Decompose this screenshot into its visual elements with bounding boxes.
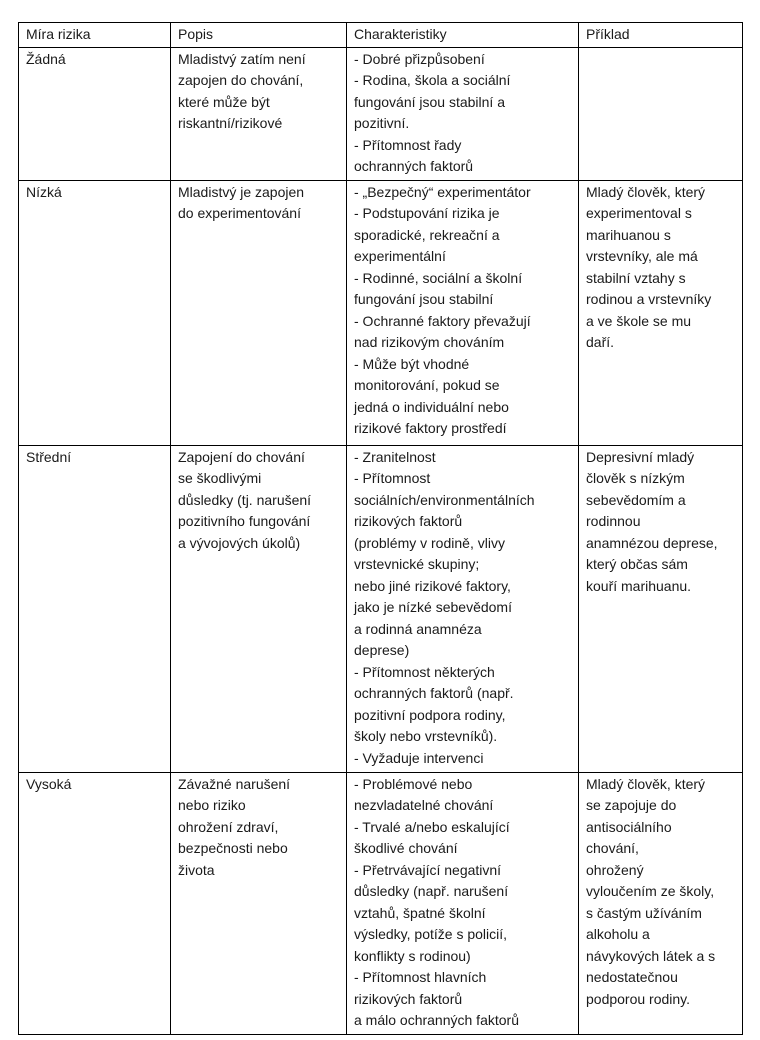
characteristics-cell (347, 772, 579, 1034)
cell-text-line: - Přetrvávající negativní (354, 861, 502, 878)
header-example: Příklad (579, 23, 743, 48)
cell-text-line: - Rodinné, sociální a školní (354, 269, 523, 286)
cell-text-line: (problémy v rodině, vlivy (354, 534, 505, 551)
cell-text-line: vrstevnické skupiny; (354, 556, 480, 572)
cell-text-line: - Trvalé a/nebo eskalující (354, 818, 510, 835)
table-row (19, 445, 743, 772)
description-cell (171, 445, 347, 772)
cell-text-line: - Vyžaduje intervenci (354, 749, 484, 766)
risk-level-table (18, 22, 743, 1035)
cell-text-line: nebo jiné rizikové faktory, (354, 577, 511, 594)
cell-text-line: - Přítomnost některých (354, 663, 495, 680)
cell-text-line: bezpečnosti nebo (178, 840, 288, 856)
cell-text-line: pozitivního fungování (178, 513, 311, 529)
cell-text-line: daří. (586, 334, 615, 350)
cell-text-line: Mladý člověk, který (586, 183, 706, 200)
table-row (19, 180, 743, 445)
cell-text-line: jako je nízké sebevědomí (354, 599, 512, 615)
cell-text-line: rodinou a vrstevníky (586, 291, 712, 307)
cell-text-line: chování, (586, 840, 639, 856)
cell-text-line: fungování jsou stabilní (354, 291, 494, 307)
cell-text-line: antisociálního (586, 818, 672, 835)
cell-text-line: ochranných faktorů (354, 158, 474, 174)
cell-text-line: konflikty s rodinou) (354, 947, 471, 964)
cell-text-line: se škodlivými (178, 470, 262, 486)
cell-text-line: a rodinná anamnéza (354, 620, 482, 637)
cell-text-line: Žádná (26, 50, 66, 67)
cell-text-line: riskantní/rizikové (178, 115, 283, 131)
cell-text-line: podporou rodiny. (586, 990, 691, 1007)
cell-text-line: důsledky (např. narušení (354, 883, 509, 899)
example-cell (579, 180, 743, 445)
description-cell (171, 47, 347, 180)
cell-text-line: Depresivní mladý (586, 448, 695, 465)
cell-text-line: Zapojení do chování (178, 448, 305, 465)
cell-text-line: které může být (178, 93, 270, 110)
cell-text-line: rizikových faktorů (354, 513, 463, 529)
cell-text-line: s častým užíváním (586, 904, 702, 921)
table-row (19, 772, 743, 1034)
characteristics-cell (347, 445, 579, 772)
cell-text-line: experimentální (354, 248, 446, 264)
table-row (19, 47, 743, 180)
cell-text-line: Střední (26, 448, 72, 465)
cell-text-line: - Ochranné faktory převažují (354, 312, 531, 329)
cell-text-line: fungování jsou stabilní a (354, 93, 505, 110)
cell-text-line: ohrožený (586, 861, 644, 878)
cell-text-line: - Přítomnost hlavních (354, 969, 487, 985)
cell-text-line: ochranných faktorů (např. (354, 685, 514, 701)
cell-text-line: Vysoká (26, 775, 72, 792)
cell-text-line: který občas sám (586, 556, 688, 572)
cell-text-line: se zapojuje do (586, 797, 677, 813)
header-characteristics: Charakteristiky (347, 23, 579, 48)
risk-level-cell (19, 47, 171, 180)
cell-text-line: škodlivé chování (354, 840, 458, 856)
header-description: Popis (171, 23, 347, 48)
cell-text-line: experimentoval s (586, 205, 692, 221)
cell-text-line: návykových látek a s (586, 947, 716, 964)
cell-text-line: nebo riziko (178, 797, 246, 813)
cell-text-line: školy nebo vrstevníků). (354, 728, 498, 744)
characteristics-cell (347, 47, 579, 180)
cell-text-line: nezvladatelné chování (354, 797, 494, 813)
cell-text-line: - Přítomnost (354, 470, 431, 486)
cell-text-line: nedostatečnou (586, 969, 678, 985)
cell-text-line: života (178, 861, 215, 878)
cell-text-line: rodinnou (586, 513, 641, 529)
cell-text-line: člověk s nízkým (586, 470, 685, 486)
cell-text-line: - Rodina, škola a sociální (354, 72, 511, 88)
cell-text-line: sporadické, rekreační a (354, 226, 500, 243)
cell-text-line: monitorování, pokud se (354, 377, 500, 393)
cell-text-line: deprese) (354, 642, 410, 658)
cell-text-line: sociálních/environmentálních (354, 491, 535, 508)
risk-level-cell (19, 180, 171, 445)
cell-text-line: nad rizikovým chováním (354, 334, 505, 350)
risk-level-cell (19, 772, 171, 1034)
cell-text-line: kouří marihuanu. (586, 577, 692, 594)
cell-text-line: pozitivní podpora rodiny, (354, 706, 506, 723)
cell-text-line: marihuanou s (586, 226, 671, 243)
cell-text-line: výsledky, potíže s policií, (354, 926, 508, 942)
cell-text-line: vrstevníky, ale má (586, 248, 698, 264)
cell-text-line: Závažné narušení (178, 775, 291, 792)
cell-text-line: jedná o individuální nebo (354, 398, 509, 415)
example-cell (579, 445, 743, 772)
cell-text-line: - Podstupování rizika je (354, 205, 500, 221)
cell-text-line: anamnézou deprese, (586, 534, 718, 551)
cell-text-line: Mladistvý zatím není (178, 50, 306, 67)
risk-level-cell (19, 445, 171, 772)
cell-text-line: - Zranitelnost (354, 448, 436, 465)
cell-text-line: vztahů, špatné školní (354, 904, 486, 921)
cell-text-line: a málo ochranných faktorů (354, 1012, 519, 1028)
cell-text-line: a ve škole se mu (586, 312, 692, 329)
cell-text-line: a vývojových úkolů) (178, 534, 301, 551)
cell-text-line: - Problémové nebo (354, 775, 473, 792)
cell-text-line: rizikové faktory prostředí (354, 420, 507, 436)
document-page (18, 22, 742, 1035)
cell-text-line: pozitivní. (354, 115, 410, 131)
cell-text-line: Nízká (26, 183, 62, 200)
header-risk-level: Míra rizika (19, 23, 171, 48)
description-cell (171, 772, 347, 1034)
cell-text-line: Mladistvý je zapojen (178, 183, 305, 200)
cell-text-line: - Dobré přizpůsobení (354, 50, 485, 67)
cell-text-line: vyloučením ze školy, (586, 883, 715, 899)
cell-text-line: zapojen do chování, (178, 72, 304, 88)
cell-text-line: alkoholu a (586, 926, 650, 942)
cell-text-line: - Přítomnost řady (354, 136, 462, 153)
characteristics-cell (347, 180, 579, 445)
cell-text-line: ohrožení zdraví, (178, 818, 279, 835)
description-cell (171, 180, 347, 445)
cell-text-line: - „Bezpečný“ experimentátor (354, 183, 531, 200)
cell-text-line: rizikových faktorů (354, 990, 463, 1007)
cell-text-line: stabilní vztahy s (586, 269, 686, 286)
cell-text-line: Mladý člověk, který (586, 775, 706, 792)
cell-text-line: důsledky (tj. narušení (178, 491, 312, 508)
cell-text-line: sebevědomím a (586, 491, 686, 508)
example-cell (579, 772, 743, 1034)
example-cell (579, 47, 743, 180)
cell-text-line: do experimentování (178, 205, 301, 221)
cell-text-line: - Může být vhodné (354, 355, 470, 372)
table-header-row (19, 23, 743, 48)
